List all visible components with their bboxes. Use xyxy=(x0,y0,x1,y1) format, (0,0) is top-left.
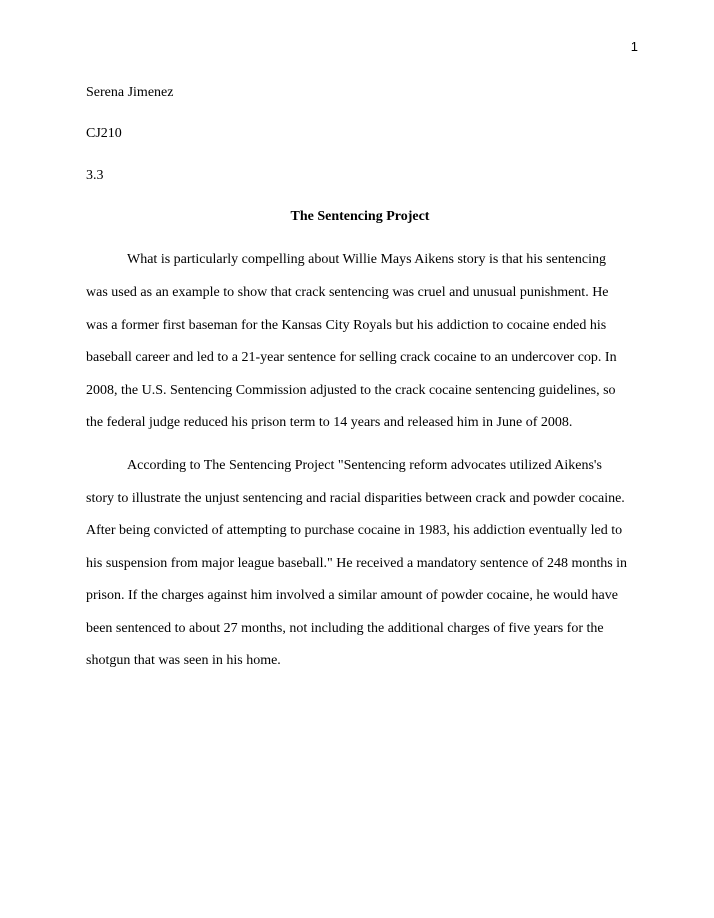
paragraph-line: was a former first baseman for the Kansas City Royals but his addiction to cocaine ended his xyxy=(86,318,607,333)
paragraph-line: prison. If the charges against him involved a similar amount of powder cocaine, he would have xyxy=(86,588,618,603)
paragraph-line: After being convicted of attempting to purchase cocaine in 1983, his addiction eventually led to xyxy=(86,523,623,538)
paragraph-line: According to The Sentencing Project "Sentencing reform advocates utilized Aikens's xyxy=(127,458,602,473)
paragraph-line: 2008, the U.S. Sentencing Commission adjusted to the crack cocaine sentencing guidelines, so xyxy=(86,383,616,398)
assignment-number: 3.3 xyxy=(86,168,104,183)
course-code: CJ210 xyxy=(86,126,122,141)
paragraph-line: story to illustrate the unjust sentencing and racial disparities between crack and powder cocaine. xyxy=(86,491,625,506)
paragraph-line: the federal judge reduced his prison term to 14 years and released him in June of 2008. xyxy=(86,415,573,430)
author-name: Serena Jimenez xyxy=(86,85,174,100)
paragraph-line: baseball career and led to a 21-year sentence for selling crack cocaine to an undercover cop. In xyxy=(86,350,617,365)
document-title: The Sentencing Project xyxy=(290,209,430,224)
paragraph-line: been sentenced to about 27 months, not including the additional charges of five years for the xyxy=(86,621,604,636)
page-number: 1 xyxy=(630,39,638,54)
paragraph-line: shotgun that was seen in his home. xyxy=(86,653,281,668)
paragraph-line: What is particularly compelling about Willie Mays Aikens story is that his sentencing xyxy=(127,252,606,267)
paragraph-line: his suspension from major league baseball." He received a mandatory sentence of 248 months in xyxy=(86,556,628,571)
paragraph-line: was used as an example to show that crack sentencing was cruel and unusual punishment. He xyxy=(86,285,609,300)
